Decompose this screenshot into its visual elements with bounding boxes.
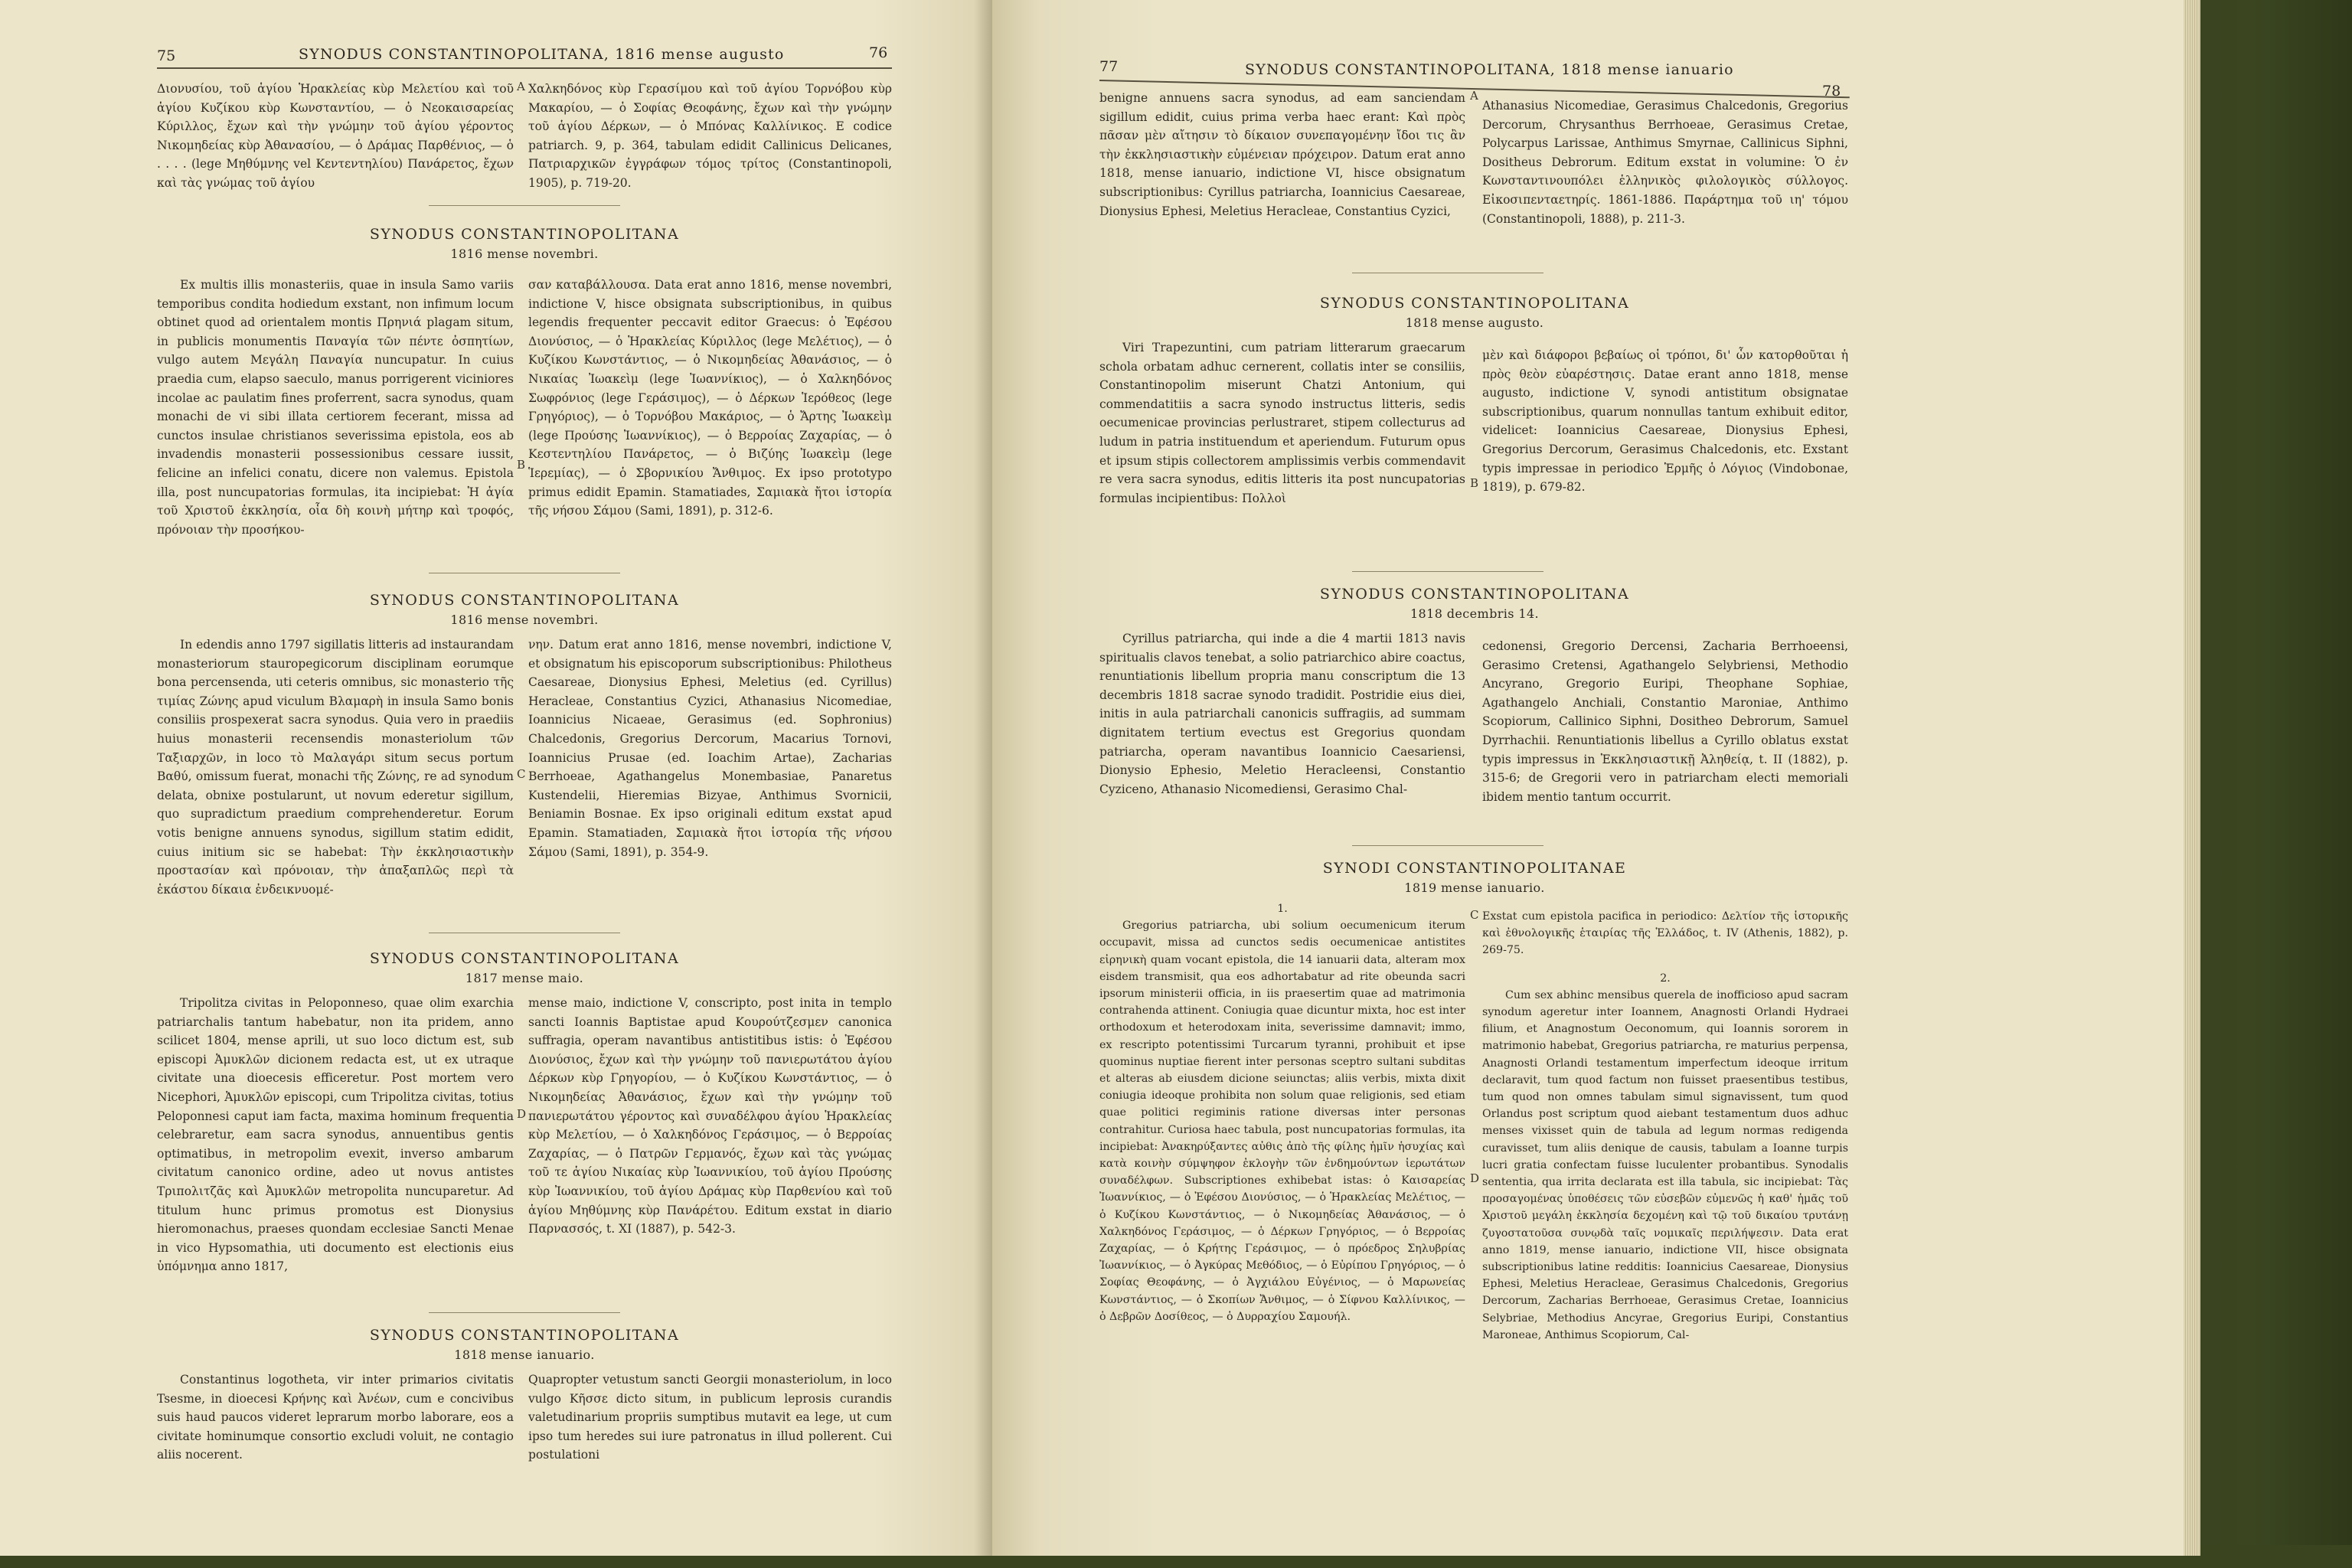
margin-letter: C	[517, 767, 526, 781]
left-s3-column-2: mense maio, indictione V, conscripto, post inita in templo sancti Ioannis Baptistae apud Κουρούτζεσμεν canonica suffragia, operam navantibus antistitibus istis: ὁ Ἐφέσου Διονύσιος, ἔχων καὶ τὴν γνώμην τοῦ πανιερωτάτου ἁγίου Δέρκων κὺρ Γρηγορίου, — ὁ Κυζίκου Κωνστάντιος, — ὁ Νικομηδείας Ἀθανάσιος, ἔχων καὶ τὴν γνώμην τοῦ πανιερωτάτου γέροντος καὶ συναδέλφου ἁγίου Ἡρακλείας κὺρ Μελετίου, — ὁ Χαλκηδόνος Γεράσιμος, — ὁ Βερροίας Ζαχαρίας, — ὁ Πατρῶν Γερμανός, ἔχων καὶ τὰς γνώμας τοῦ τε ἁγίου Νικαίας κὺρ Ἰωαννικίου, τοῦ ἁγίου Προύσης κὺρ Ἰωαννικίου, τοῦ ἁγίου Δράμας κὺρ Παρθενίου καὶ τοῦ ἁγίου Μηθύμνης κὺρ Πανάρέτου. Editum exstat in diario Παρνασσός, t. XI (1887), p. 542-3.	[528, 996, 892, 1236]
running-head-left: SYNODUS CONSTANTINOPOLITANA, 1816 mense augusto	[299, 46, 785, 63]
section-heading-1818-dec	[1099, 585, 1850, 623]
margin-letter: B	[1470, 476, 1479, 490]
section-separator	[1352, 571, 1544, 572]
book-edge-background	[2184, 0, 2352, 1568]
section-title: SYNODUS CONSTANTINOPOLITANA	[369, 592, 680, 609]
left-s4-column-1: Constantinus logotheta, vir inter primarios civitatis Tsesme, in dioecesi Κρήνης καὶ Ἀνέων, cum e concivibus suis haud paucos videret leprarum morbo laborare, eos a civitate hominumque consortio excludi voluit, ne contagio aliis nocerent.	[157, 1373, 514, 1462]
left-top-column-2: Χαλκηδόνος κὺρ Γερασίμου καὶ τοῦ ἁγίου Τορνόβου κὺρ Μακαρίου, — ὁ Σοφίας Θεοφάνης, ἔχων καὶ τὴν γνώμην τοῦ ἁγίου Δέρκων, — ὁ Μπόνας Καλλίνικος. E codice patriarch. 9, p. 364, tabulam edidit Callinicus Delicanes, Πατριαρχικῶν ἐγγράφων τόμος τρίτος (Constantinopoli, 1905), p. 719-20.	[528, 82, 892, 190]
section-separator	[429, 1312, 620, 1313]
section-title: SYNODUS CONSTANTINOPOLITANA	[369, 950, 680, 967]
section-separator	[429, 205, 620, 206]
margin-letter: D	[1470, 1171, 1480, 1185]
right-page	[992, 0, 2184, 1556]
left-s4-column-2: Quapropter vetustum sancti Georgii monasteriolum, in loco vulgo Κῆσσε dicto situm, in publicum leprosis curandis valetudinarium propriis sumptibus mutavit ea lege, ut cum ipso tum heredes sui iure patronatus in illud pollerent. Cui postulationi	[528, 1373, 892, 1462]
right-s2-column-2: cedonensi, Gregorio Dercensi, Zacharia Berrhoeensi, Gerasimo Cretensi, Agathangelo Selybriensi, Methodio Ancyrano, Gregorio Euripi, Theophane Sophiae, Agathangelo Anchiali, Constantio Maroniae, Anthimo Scopiorum, Callinico Siphni, Dositheo Debrorum, Samuel Dyrrhachii. Renuntiationis libellus a Cyrillo oblatus exstat typis impressus in Ἐκκλησιαστικῇ Ἀληθείᾳ, t. II (1882), p. 315-6; de Gregorii vero in patriarcham electi memoriali ibidem mentio tantum occurrit.	[1482, 639, 1848, 804]
left-top-column-1: Διονυσίου, τοῦ ἁγίου Ἡρακλείας κὺρ Μελετίου καὶ τοῦ ἁγίου Κυζίκου κὺρ Κωνσταντίου, — ὁ Νεοκαισαρείας Κύριλλος, ἔχων καὶ τὴν γνώμην τοῦ ἁγίου γέροντος Νικομηδείας κὺρ Ἀθανασίου, — ὁ Δράμας Παρθένιος, — ὁ . . . . (lege Μηθύμνης vel Κεντεντηλίου) Πανάρετος, ἔχων καὶ τὰς γνώμας τοῦ ἁγίου	[157, 82, 514, 190]
margin-letter: A	[1470, 89, 1478, 103]
page-number-78: 78	[1822, 83, 1841, 100]
right-s1-column-2: μὲν καὶ διάφοροι βεβαίως οἱ τρόποι, δι' ὧν κατορθοῦται ἡ πρὸς θεὸν εὐαρέστησις. Datae erant anno 1818, mense augusto, indictione V, synodi antistitum obsignatae subscriptionibus, quarum nonnullas tantum exhibuit editor, videlicet: Ioannicius Caesareae, Dionysius Ephesi, Gregorius Dercorum, Gerasimus Chalcedonis, etc. Exstant typis impressae in periodico Ἑρμῆς ὁ Λόγιος (Vindobonae, 1819), p. 679-82.	[1482, 348, 1848, 495]
margin-letter: C	[1470, 908, 1479, 922]
page-number-76: 76	[869, 44, 888, 61]
section-title: SYNODUS CONSTANTINOPOLITANA	[1319, 295, 1630, 312]
section-heading-1816-nov-b	[157, 591, 892, 629]
section-date: 1818 mense ianuario.	[454, 1348, 595, 1362]
header-rule	[157, 67, 892, 69]
margin-letter: A	[517, 80, 525, 93]
section-date: 1819 mense ianuario.	[1404, 880, 1545, 895]
left-s2-column-2: νην. Datum erat anno 1816, mense novembri, indictione V, et obsignatum his episcoporum subscriptionibus: Philotheus Caesareae, Dionysius Ephesi, Meletius (ed. Cyrillus) Heracleae, Constantius Cyzici, Athanasius Nicomediae, Ioannicius Nicaeae, Gerasimus (ed. Sophronius) Chalcedonis, Gregorius Dercorum, Macarius Tornovi, Ioannicius Prusae (ed. Ioachim Artae), Zacharias Berrhoeae, Agathangelus Monembasiae, Panaretus Kustendelii, Hieremias Bizyae, Anthimus Svornicii, Beniamin Bosnae. Ex ipso originali editum exstat apud Epamin. Stamatiaden, Σαμιακὰ ἤτοι ἱστορία τῆς νήσου Σάμου (Sami, 1891), p. 354-9.	[528, 638, 892, 859]
right-top-column-1: benigne annuens sacra synodus, ad eam sanciendam sigillum edidit, cuius prima verba haec erant: Καὶ πρὸς πᾶσαν μὲν αἴτησιν τὸ δίκαιον συνεπαγομένην ἴδοι τις ἂν τὴν ἐκκλησιαστικὴν εὐμένειαν πρόχειρον. Datum erat anno 1818, mense ianuario, indictione VI, hisce obsignatum subscriptionibus: Cyrillus patriarcha, Ioannicius Caesareae, Dionysius Ephesi, Meletius Heracleae, Constantius Cyzici,	[1099, 91, 1465, 218]
subsection-number: 1.	[1277, 903, 1288, 915]
margin-letter: B	[517, 458, 526, 472]
left-s1-column-2: σαν καταβάλλουσα. Data erat anno 1816, mense novembri, indictione V, hisce obsignata subscriptionibus, in quibus legendis frequenter peccavit editor Graecus: ὁ Ἐφέσου Διονύσιος, — ὁ Ἡρακλείας Κύριλλος (lege Μελέτιος), — ὁ Κυζίκου Κωνστάντιος, — ὁ Νικομηδείας Ἀθανάσιος, — ὁ Νικαίας Ἰωακεὶμ (lege Ἰωαννίκιος), — ὁ Χαλκηδόνος Σωφρόνιος (lege Γεράσιμος), — ὁ Δέρκων Ἱερόθεος (lege Γρηγόριος), — ὁ Τορνόβου Μακάριος, — ὁ Ἄρτης Ἰωακεὶμ (lege Προύσης Ἰωαννίκιος), — ὁ Βερροίας Ζαχαρίας, — ὁ Κεστεντηλίου Πανάρετος, — ὁ Βιζύης Ἰωακεὶμ (lege Ἱερεμίας), — ὁ Σβορνικίου Ἄνθιμος. Ex ipso prototypo primus edidit Epamin. Stamatiades, Σαμιακὰ ἤτοι ἱστορία τῆς νήσου Σάμου (Sami, 1891), p. 312-6.	[528, 278, 892, 518]
subsection-number: 2.	[1660, 972, 1671, 985]
section-title: SYNODUS CONSTANTINOPOLITANA	[369, 1327, 680, 1344]
left-s1-column-1: Ex multis illis monasteriis, quae in insula Samo variis temporibus condita hodiedum exstant, non infimum locum obtinet quod ad orientalem montis Πρηνιά plagam situm, in publicis monumentis Παναγία τῶν πέντε ὀσπητίων, vulgo autem Μεγάλη Παναγία nuncupatur. In cuius praedia cum, elapso saeculo, manus porrigerent viciniores incolae ac paulatim fines proferrent, sacra synodus, quam monachi de vi sibi illata certiorem fecerant, missa ad cunctos insulae christianos severissima epistola, eos ab invadendis monasterii possessionibus cessare iussit, felicine an infelici conatu, dicere non valemus. Epistola illa, post nuncupatorias formulas, ita incipiebat: Ἡ ἁγία τοῦ Χριστοῦ ἐκκλησία, οἷα δὴ κοινὴ μήτηρ καὶ τροφός, πρόνοιαν τὴν προσήκου-	[157, 278, 514, 537]
section-title: SYNODI CONSTANTINOPOLITANAE	[1322, 860, 1627, 877]
right-top-column-2: Athanasius Nicomediae, Gerasimus Chalcedonis, Gregorius Dercorum, Chrysanthus Berrhoeae, Gerasimus Cretae, Polycarpus Larissae, Anthimus Smyrnae, Callinicus Siphni, Dositheus Debrorum. Editum exstat in volumine: Ὁ ἐν Κωνσταντινουπόλει ἑλληνικὸς φιλολογικὸς σύλλογος. Εἰκοσιπενταετηρίς. 1861-1886. Παράρτημα τοῦ ιη' τόμου (Constantinopoli, 1888), p. 211-3.	[1482, 99, 1848, 226]
right-s3-column-2: Exstat cum epistola pacifica in periodico: Δελτίον τῆς ἱστορικῆς καὶ ἐθνολογικῆς ἑταιρίας τῆς Ἑλλάδος, t. IV (Athenis, 1882), p. 269-75. 2. Cum sex abhinc mensibus querela de inofficioso apud sacram synodum ageretur inter Ioannem, Anagnosti Orlandi Hydraei filium, et Anagnostum Oeconomum, qui Ioannis sororem in matrimonio habebat, Gregorius patriarcha, re maturius perpensa, Anagnosti Orlandi testamentum imperfectum ideoque irritum declaravit, tum quod factum non fuisset praesentibus testibus, tum quod non omnes tabulam simul signavissent, tum quod Orlandus post scriptum quod aiebant testamentum duos adhuc menses vixisset quin de tabula ad legum normas redigenda curavisset, tum aliis denique de causis, tabulam a Ioanne turpis lucri gratia confectam fuisse luculenter probantibus. Synodalis sententia, qua irrita declarata est illa tabula, sic incipiebat: Τὰς προσαγομένας ὑποθέσεις τῶν εὐσεβῶν εὐμενῶς ἡ καθ' ἡμᾶς τοῦ Χριστοῦ μεγάλη ἐκκλησία δεχομένη καὶ τῷ τοῦ δικαίου τρυτάνῃ ζυγοστατοῦσα συνῳδὰ ταῖς νομικαῖς περιλήψεσιν. Data erat anno 1819, mense ianuario, indictione VII, hisce obsignata subscriptionibus latine redditis: Ioannicius Caesareae, Dionysius Ephesi, Meletius Heracleae, Gerasimus Chalcedonis, Gregorius Dercorum, Zacharias Berrhoeae, Gerasimus Cretae, Ioannicius Selybriae, Methodius Ancyrae, Gregorius Euripi, Constantius Maroneae, Anthimus Scopiorum, Cal-	[1482, 910, 1848, 1341]
section-heading-1819-ian	[1099, 859, 1850, 897]
left-s3-column-1: Tripolitza civitas in Peloponneso, quae olim exarchia patriarchalis tantum habebatur, non ita pridem, anno scilicet 1804, mense aprili, ut suo loco dictum est, sub episcopi Ἀμυκλῶν dicionem redacta est, ut ex utraque civitate una dioecesis efficeretur. Post mortem vero Nicephori, Ἀμυκλῶν episcopi, cum Tripolitza civitas, totius Peloponnesi caput iam facta, maxima hominum frequentia celebraretur, eam sacra synodus, annuentibus gentis optimatibus, in metropolim evexit, inverso ambarum civitatum canonico ordine, adeo ut novus antistes Τριπολιτζᾶς καὶ Ἀμυκλῶν metropolita nuncuparetur. Ad titulum hunc primus promotus est Dionysius hieromonachus, praeses quondam ecclesiae Sancti Menae in vico Hypsomathia, uti documento est electionis eius ὑπόμνημα anno 1817,	[157, 996, 514, 1274]
section-heading-1816-nov-a	[157, 225, 892, 263]
section-date: 1816 mense novembri.	[450, 612, 599, 627]
section-heading-1817-maio	[157, 949, 892, 988]
running-head-right: SYNODUS CONSTANTINOPOLITANA, 1818 mense ianuario	[1245, 61, 1734, 78]
right-s2-column-1: Cyrillus patriarcha, qui inde a die 4 martii 1813 navis spiritualis clavos tenebat, a solio patriarchico abire coactus, renuntiationis libellum propria manu conscriptum die 13 decembris 1818 sacrae synodo tradidit. Postridie eius diei, initis in aula patriarchali canonicis suffragiis, ad summam dignitatem tertium evectus est Gregorius quondam patriarcha, operam navantibus Ioannicio Caesariensi, Dionysio Ephesio, Meletio Heracleensi, Constantio Cyziceno, Athanasio Nicomediensi, Gerasimo Chal-	[1099, 632, 1465, 796]
section-separator	[1352, 845, 1544, 846]
left-s2-column-1: In edendis anno 1797 sigillatis litteris ad instaurandam monasteriorum stauropegicorum disciplinam eorumque bona percensenda, uti ceteris omnibus, sic monasterio τῆς τιμίας Ζώνης apud viculum Βλαμαρὴ in insula Samo bonis consiliis prospexerat sacra synodus. Quia vero in praediis huius monasterii recensendis monasteriolum τῶν Ταξιαρχῶν, in loco τὸ Μαλαγάρι situm secus portum Βαθύ, omissum fuerat, monachi τῆς Ζώνης, re ad synodum delata, obnixe postularunt, ut novum ederetur sigillum, quo supradictum praedium comprehenderetur. Eorum votis benigne annuens synodus, sigillum statim edidit, cuius initium sic se habebat: Τὴν ἐκκλησιαστικὴν προστασίαν καὶ πρόνοιαν, τὴν ἀπαξαπλῶς περὶ τὰ ἑκάστου δίκαια ἐνδεικνυομέ-	[157, 638, 514, 897]
section-heading-1818-ian	[157, 1326, 892, 1364]
section-heading-1818-aug	[1099, 294, 1850, 332]
section-title: SYNODUS CONSTANTINOPOLITANA	[369, 226, 680, 243]
right-s3-column-1: 1. Gregorius patriarcha, ubi solium oecumenicum iterum occupavit, missa ad cunctos sedis oecumenicae antistites εἰρηνικὴ quam vocant epistola, die 14 ianuarii data, alteram mox eisdem transmisit, qua eos adhortabatur ad rite obeunda sacri ipsorum ministerii officia, in iis praesertim quae ad matrimonia contrahenda attinent. Coniugia quae dicuntur mixta, hoc est inter orthodoxum et heterodoxam inita, severissime damnavit; immo, ex rescripto potentissimi Turcarum tyranni, prohibuit et ipse quominus nuptiae fierent inter personas sceptro sultani subditas et alteras ab eiusdem dicione seiunctas; aliis verbis, mixta dixit coniugia ideoque prohibita non solum quae religionis, sed etiam quae politici regiminis ratione diversas inter personas contrahitur. Curiosa haec tabula, post nuncupatorias formulas, ita incipiebat: Ἀνακηρύξαντες αὐθις ἀπὸ τῆς φίλης ἡμῖν ἡσυχίας καὶ κατὰ κοινὴν σύμψηφον ἐκλογὴν τῶν ἐνδημούντων ἱερωτάτων συναδέλφων. Subscriptiones exhibebat istas: ὁ Καισαρείας Ἰωαννίκιος, — ὁ Ἐφέσου Διονύσιος, — ὁ Ἡρακλείας Μελέτιος, — ὁ Κυζίκου Κωνστάντιος, — ὁ Νικομηδείας Ἀθανάσιος, — ὁ Χαλκηδόνος Γεράσιμος, — ὁ Δέρκων Γρηγόριος, — ὁ Βερροίας Ζαχαρίας, — ὁ Κρήτης Γεράσιμος, — ὁ πρόεδρος Σηλυβρίας Ἰωαννίκιος, — ὁ Ἀγκύρας Μεθόδιος, — ὁ Εὐρίπου Γρηγόριος, — ὁ Σοφίας Θεοφάνης, — ὁ Ἀγχιάλου Εὐγένιος, — ὁ Μαρωνείας Κωνστάντιος, — ὁ Σκοπίων Ἄνθιμος, — ὁ Σίφνου Καλλίνικος, — ὁ Δεβρῶν Δοσίθεος, — ὁ Δυρραχίου Σαμουήλ.	[1099, 900, 1465, 1325]
left-page	[0, 0, 992, 1556]
page-number-75: 75	[157, 47, 176, 64]
section-date: 1818 decembris 14.	[1410, 606, 1540, 621]
section-date: 1818 mense augusto.	[1405, 315, 1544, 330]
section-date: 1816 mense novembri.	[450, 247, 599, 261]
margin-letter: D	[517, 1107, 527, 1121]
right-s1-column-1: Viri Trapezuntini, cum patriam litterarum graecarum schola orbatam adhuc cernerent, collatis inter se consiliis, Constantinopolim miserunt Chatzi Antonium, qui commendatitiis a sacra synodo instructus litteris, sedis oecumenicae provincias perlustraret, stipem collecturus ad ludum in patria instituendum et aperiendum. Futurum opus et ipsum stipis collectorem amplissimis verbis commendavit re vera sacra synodus, editis litteris ita post nuncupatorias formulas incipientibus: Πολλοὶ	[1099, 341, 1465, 505]
page-stack-edge	[2184, 0, 2200, 1556]
section-date: 1817 mense maio.	[465, 971, 584, 985]
page-number-77: 77	[1099, 58, 1119, 75]
section-title: SYNODUS CONSTANTINOPOLITANA	[1319, 586, 1630, 603]
